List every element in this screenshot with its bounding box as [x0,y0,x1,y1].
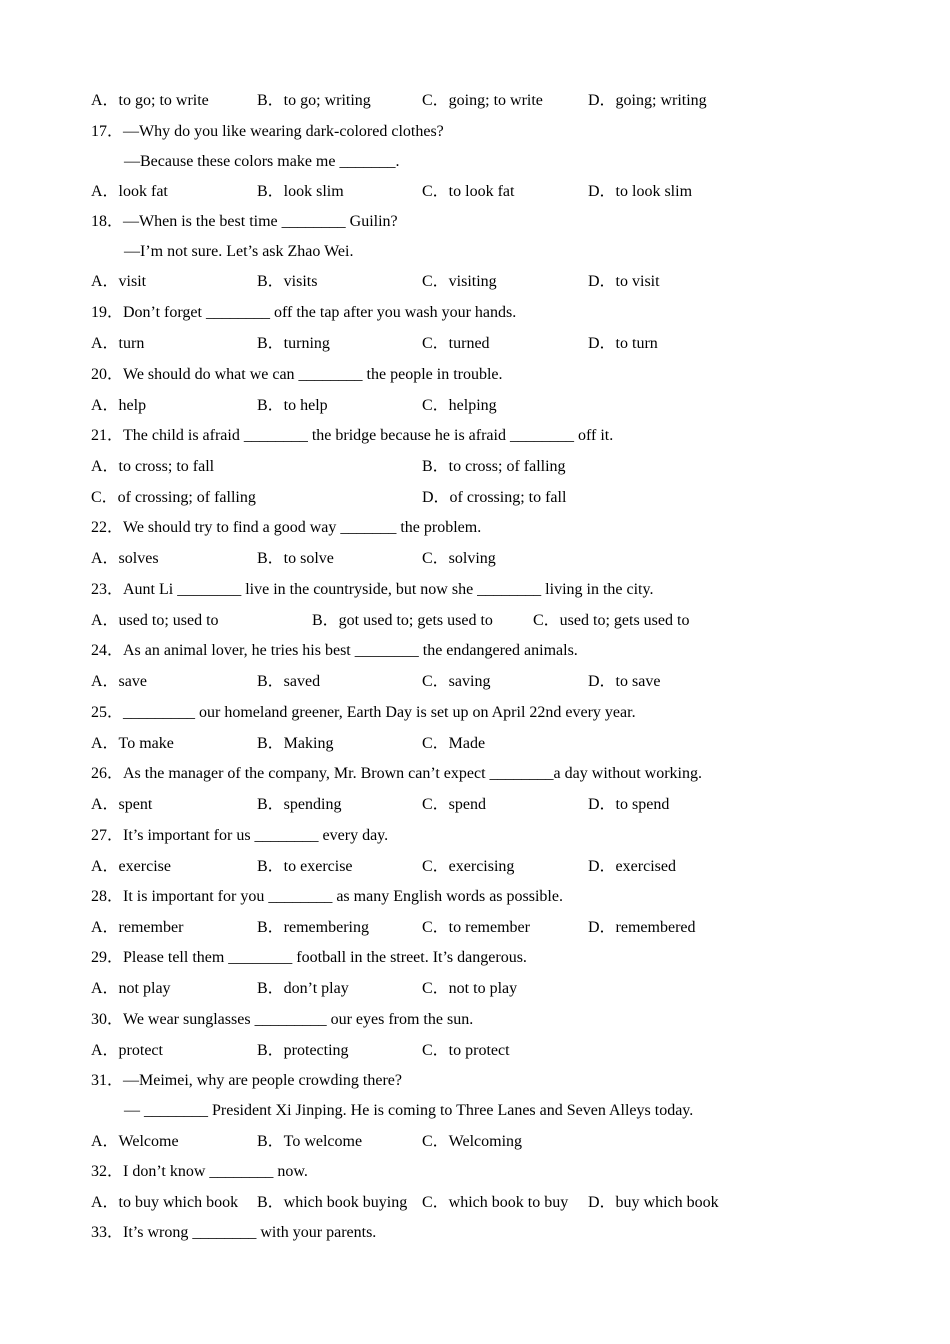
q21-option-a: A．to cross; to fall [91,458,215,475]
q28-option-b: B．remembering [257,919,369,936]
q18-option-d: D．to visit [588,273,660,290]
q17-reply: —Because these colors make me _______. [124,153,400,170]
q27-option-d: D．exercised [588,858,676,875]
q26-option-c: C．spend [422,796,487,813]
q24-option-a: A．save [91,673,147,690]
q25-option-c: C．Made [422,735,486,752]
q29-option-b: B．don’t play [257,980,349,997]
q19-option-c: C．turned [422,335,490,352]
q27-option-a: A．exercise [91,858,171,875]
q22-option-c: C．solving [422,550,496,567]
q19-option-b: B．turning [257,335,330,352]
q27-option-b: B．to exercise [257,858,353,875]
q21-stem: 21．The child is afraid ________ the bridge because he is afraid ________ off it. [91,427,614,444]
q27-stem: 27．It’s important for us ________ every day. [91,827,389,844]
q24-option-c: C．saving [422,673,491,690]
q31-option-a: A．Welcome [91,1133,179,1150]
q17-option-d: D．to look slim [588,183,693,200]
q17-option-a: A．look fat [91,183,168,200]
q29-stem: 29．Please tell them ________ football in the street. It’s dangerous. [91,949,527,966]
q30-option-c: C．to protect [422,1042,510,1059]
q32-stem: 32．I don’t know ________ now. [91,1163,308,1180]
q31-reply: — ________ President Xi Jinping. He is coming to Three Lanes and Seven Alleys today. [124,1102,694,1119]
q26-stem: 26．As the manager of the company, Mr. Brown can’t expect ________a day without working. [91,765,702,782]
q24-option-d: D．to save [588,673,661,690]
q23-option-a: A．used to; used to [91,612,219,629]
q18-stem: 18．—When is the best time ________ Guilin? [91,213,398,230]
q18-option-b: B．visits [257,273,318,290]
q25-stem: 25．_________ our homeland greener, Earth Day is set up on April 22nd every year. [91,704,636,721]
q19-option-d: D．to turn [588,335,658,352]
q22-option-b: B．to solve [257,550,334,567]
q26-option-a: A．spent [91,796,153,813]
q22-stem: 22．We should try to find a good way _______ the problem. [91,519,482,536]
q29-option-c: C．not to play [422,980,518,997]
q28-option-c: C．to remember [422,919,530,936]
q28-stem: 28．It is important for you ________ as many English words as possible. [91,888,563,905]
q17-option-b: B．look slim [257,183,344,200]
q32-option-c: C．which book to buy [422,1194,569,1211]
q23-option-c: C．used to; gets used to [533,612,690,629]
q31-option-c: C．Welcoming [422,1133,523,1150]
q33-stem: 33．It’s wrong ________ with your parents. [91,1224,377,1241]
q20-option-a: A．help [91,397,147,414]
q29-option-a: A．not play [91,980,171,997]
q30-option-b: B．protecting [257,1042,349,1059]
q26-option-d: D．to spend [588,796,670,813]
q21-option-b: B．to cross; of falling [422,458,566,475]
q18-option-a: A．visit [91,273,147,290]
q31-option-b: B．To welcome [257,1133,363,1150]
q21-option-d: D．of crossing; to fall [422,489,567,506]
q23-option-b: B．got used to; gets used to [312,612,493,629]
q31-stem: 31．—Meimei, why are people crowding there? [91,1072,403,1089]
q16-option-c: C．going; to write [422,92,543,109]
q26-option-b: B．spending [257,796,342,813]
q24-option-b: B．saved [257,673,321,690]
q21-option-c: C．of crossing; of falling [91,489,256,506]
q25-option-a: A．To make [91,735,174,752]
q18-reply: —I’m not sure. Let’s ask Zhao Wei. [124,243,354,260]
q28-option-a: A．remember [91,919,184,936]
q18-option-c: C．visiting [422,273,497,290]
q16-option-d: D．going; writing [588,92,707,109]
q30-stem: 30．We wear sunglasses _________ our eyes from the sun. [91,1011,474,1028]
q27-option-c: C．exercising [422,858,515,875]
q25-option-b: B．Making [257,735,334,752]
q16-option-a: A．to go; to write [91,92,209,109]
q19-stem: 19．Don’t forget ________ off the tap after you wash your hands. [91,304,517,321]
q17-stem: 17．—Why do you like wearing dark-colored clothes? [91,123,444,140]
q24-stem: 24．As an animal lover, he tries his best ________ the endangered animals. [91,642,578,659]
q32-option-d: D．buy which book [588,1194,719,1211]
q30-option-a: A．protect [91,1042,163,1059]
q23-stem: 23．Aunt Li ________ live in the countryside, but now she ________ living in the city. [91,581,654,598]
q20-stem: 20．We should do what we can ________ the people in trouble. [91,366,503,383]
q28-option-d: D．remembered [588,919,696,936]
q17-option-c: C．to look fat [422,183,515,200]
q32-option-b: B．which book buying [257,1194,408,1211]
q20-option-b: B．to help [257,397,328,414]
q16-option-b: B．to go; writing [257,92,371,109]
q32-option-a: A．to buy which book [91,1194,239,1211]
q22-option-a: A．solves [91,550,159,567]
q20-option-c: C．helping [422,397,497,414]
q19-option-a: A．turn [91,335,145,352]
